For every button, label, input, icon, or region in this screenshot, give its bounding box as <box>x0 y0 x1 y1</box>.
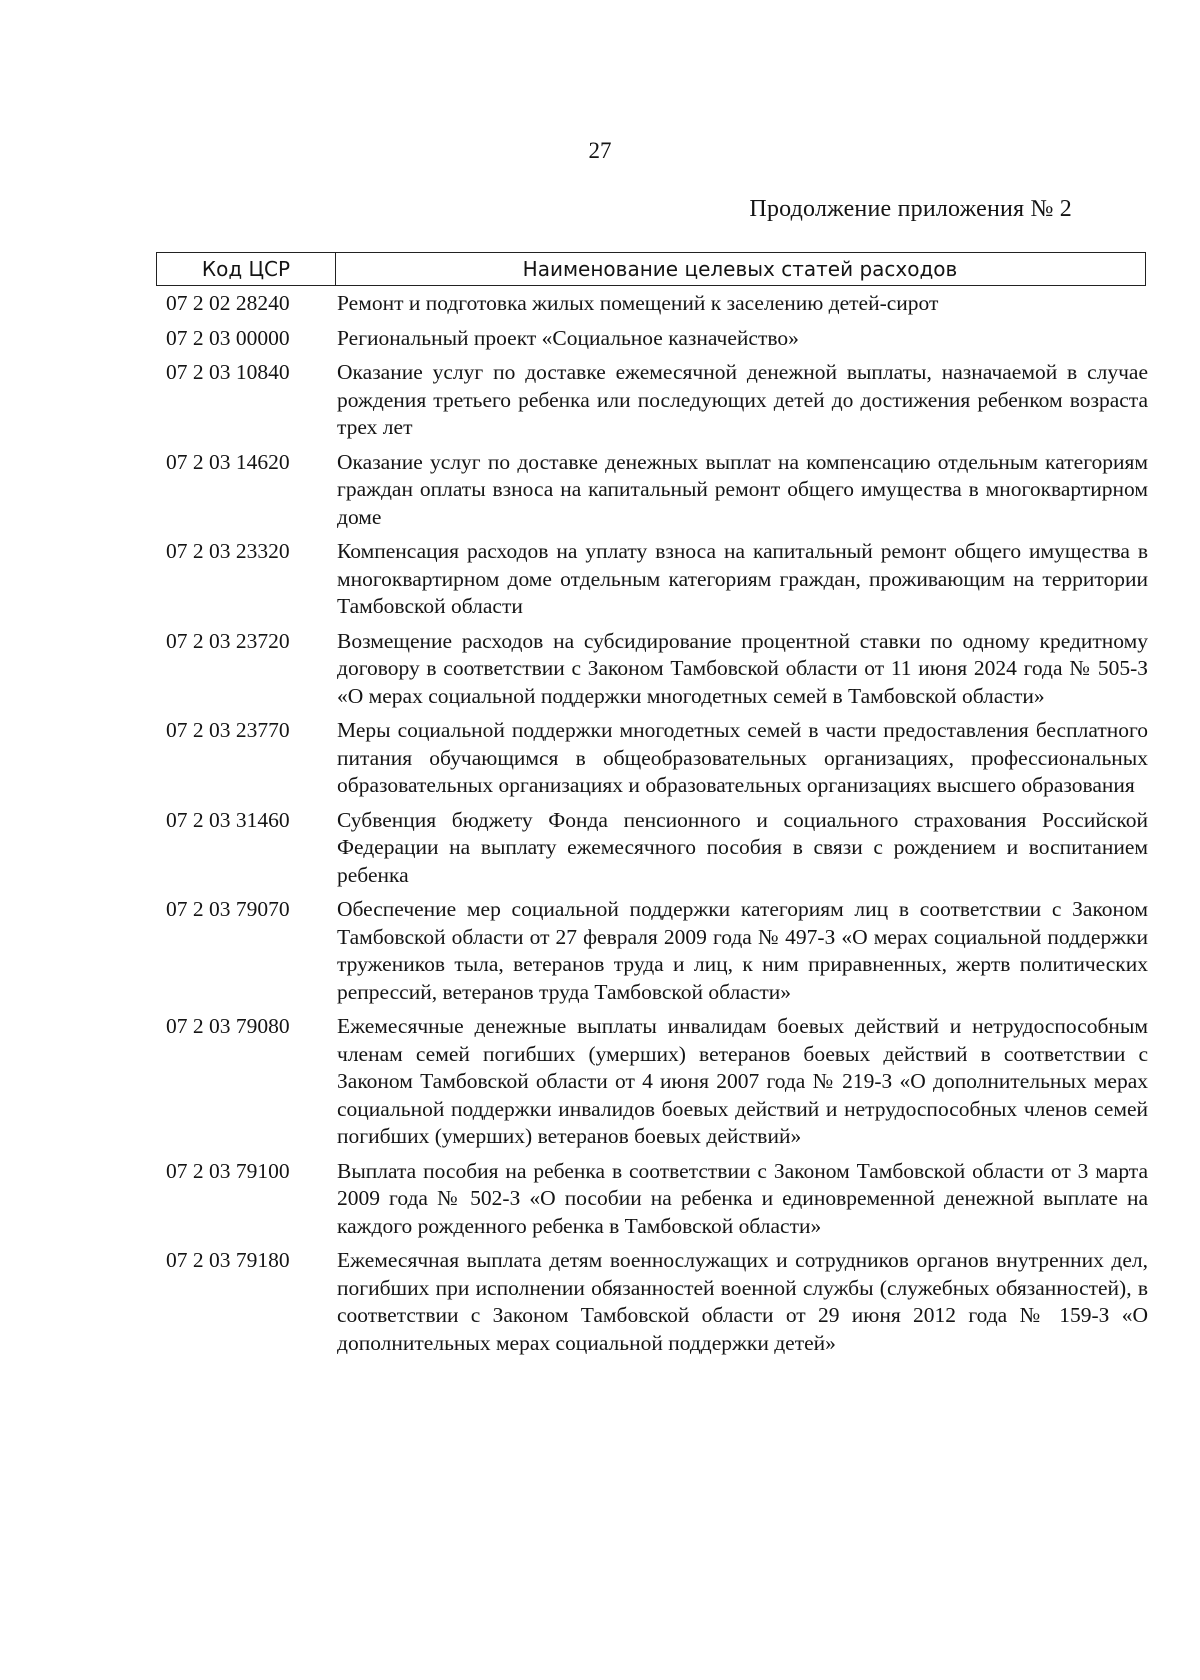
row-code: 07 2 03 79100 <box>166 1158 290 1183</box>
table-row <box>166 325 1148 353</box>
row-code: 07 2 03 10840 <box>166 360 290 384</box>
table-row <box>166 538 1148 621</box>
table-header <box>156 252 1146 286</box>
row-name: Обеспечение мер социальной поддержки категориям лиц в соответствии с Законом Тамбовской области от 27 февраля 2009 года № 497-З «О мерах социальной поддержки тружеников тыла, ветеранов труда и лиц, к ним приравненных, жертв политических репрессий, ветеранов труда Тамбовской области» <box>337 897 1148 1004</box>
row-name: Возмещение расходов на субсидирование процентной ставки по одному кредитному договору в соответствии с Законом Тамбовской области от 11 июня 2024 года № 505-З «О мерах социальной поддержки многодетных семей в Тамбовской области» <box>337 628 1148 708</box>
row-name: Оказание услуг по доставке денежных выплат на компенсацию отдельным категориям граждан оплаты взноса на капитальный ремонт общего имущества в многоквартирном доме <box>337 449 1148 529</box>
row-code: 07 2 03 23320 <box>166 539 290 563</box>
row-code: 07 2 03 79070 <box>166 897 290 921</box>
table-row <box>166 1158 1148 1241</box>
row-name: Компенсация расходов на уплату взноса на капитальный ремонт общего имущества в многоквартирном доме отдельным категориям граждан, проживающим на территории Тамбовской области <box>337 539 1148 618</box>
row-name: Ремонт и подготовка жилых помещений к заселению детей-сирот <box>337 291 939 315</box>
page-number: 27 <box>588 138 612 163</box>
table-row <box>166 1013 1148 1151</box>
row-name: Субвенция бюджету Фонда пенсионного и социального страхования Российской Федерации на выплату ежемесячного пособия в связи с рождением и воспитанием ребенка <box>337 807 1148 887</box>
row-name: Ежемесячные денежные выплаты инвалидам боевых действий и нетрудоспособным членам семей погибших (умерших) ветеранов боевых действий в соответствии с Законом Тамбовской области от 4 июня 2007 года № 219-З «О дополнительных мерах социальной поддержки инвалидов боевых действий и нетрудоспособных членов семей погибших (умерших) ветеранов боевых действий» <box>337 1014 1148 1148</box>
table-row <box>166 628 1148 711</box>
table-row <box>166 359 1148 442</box>
row-code: 07 2 02 28240 <box>166 291 290 315</box>
row-name: Региональный проект «Социальное казначейство» <box>337 325 799 350</box>
table-row <box>166 290 1148 318</box>
row-name: Меры социальной поддержки многодетных семей в части предоставления бесплатного питания обучающимся в общеобразовательных организациях, профессиональных образовательных организациях и образовательных организациях высшего образования <box>337 718 1148 797</box>
row-code: 07 2 03 00000 <box>166 325 290 350</box>
table-row <box>166 807 1148 890</box>
header-name: Наименование целевых статей расходов <box>522 257 958 281</box>
table-row <box>166 449 1148 532</box>
row-name: Ежемесячная выплата детям военнослужащих и сотрудников органов внутренних дел, погибших при исполнении обязанностей военной службы (служебных обязанностей), в соответствии с Законом Тамбовской области от 29 июня 2012 года № 159-З «О дополнительных мерах социальной поддержки детей» <box>337 1248 1148 1355</box>
continuation-title: Продолжение приложения № 2 <box>749 196 1072 222</box>
table-row <box>166 896 1148 1006</box>
row-code: 07 2 03 23720 <box>166 628 290 653</box>
row-code: 07 2 03 79080 <box>166 1014 290 1038</box>
row-code: 07 2 03 31460 <box>166 807 290 832</box>
header-code: Код ЦСР <box>157 253 336 285</box>
table-body <box>166 290 1148 1364</box>
row-name: Выплата пособия на ребенка в соответствии с Законом Тамбовской области от 3 марта 2009 года № 502-З «О пособии на ребенка и единовременной денежной выплате на каждого рожденного ребенка в Тамбовской области» <box>337 1158 1148 1238</box>
table-row <box>166 1247 1148 1357</box>
row-code: 07 2 03 79180 <box>166 1248 290 1272</box>
row-code: 07 2 03 14620 <box>166 449 290 474</box>
row-name: Оказание услуг по доставке ежемесячной денежной выплаты, назначаемой в случае рождения третьего ребенка или последующих детей до достижения ребенком возраста трех лет <box>337 360 1148 439</box>
table-row <box>166 717 1148 800</box>
row-code: 07 2 03 23770 <box>166 718 290 742</box>
